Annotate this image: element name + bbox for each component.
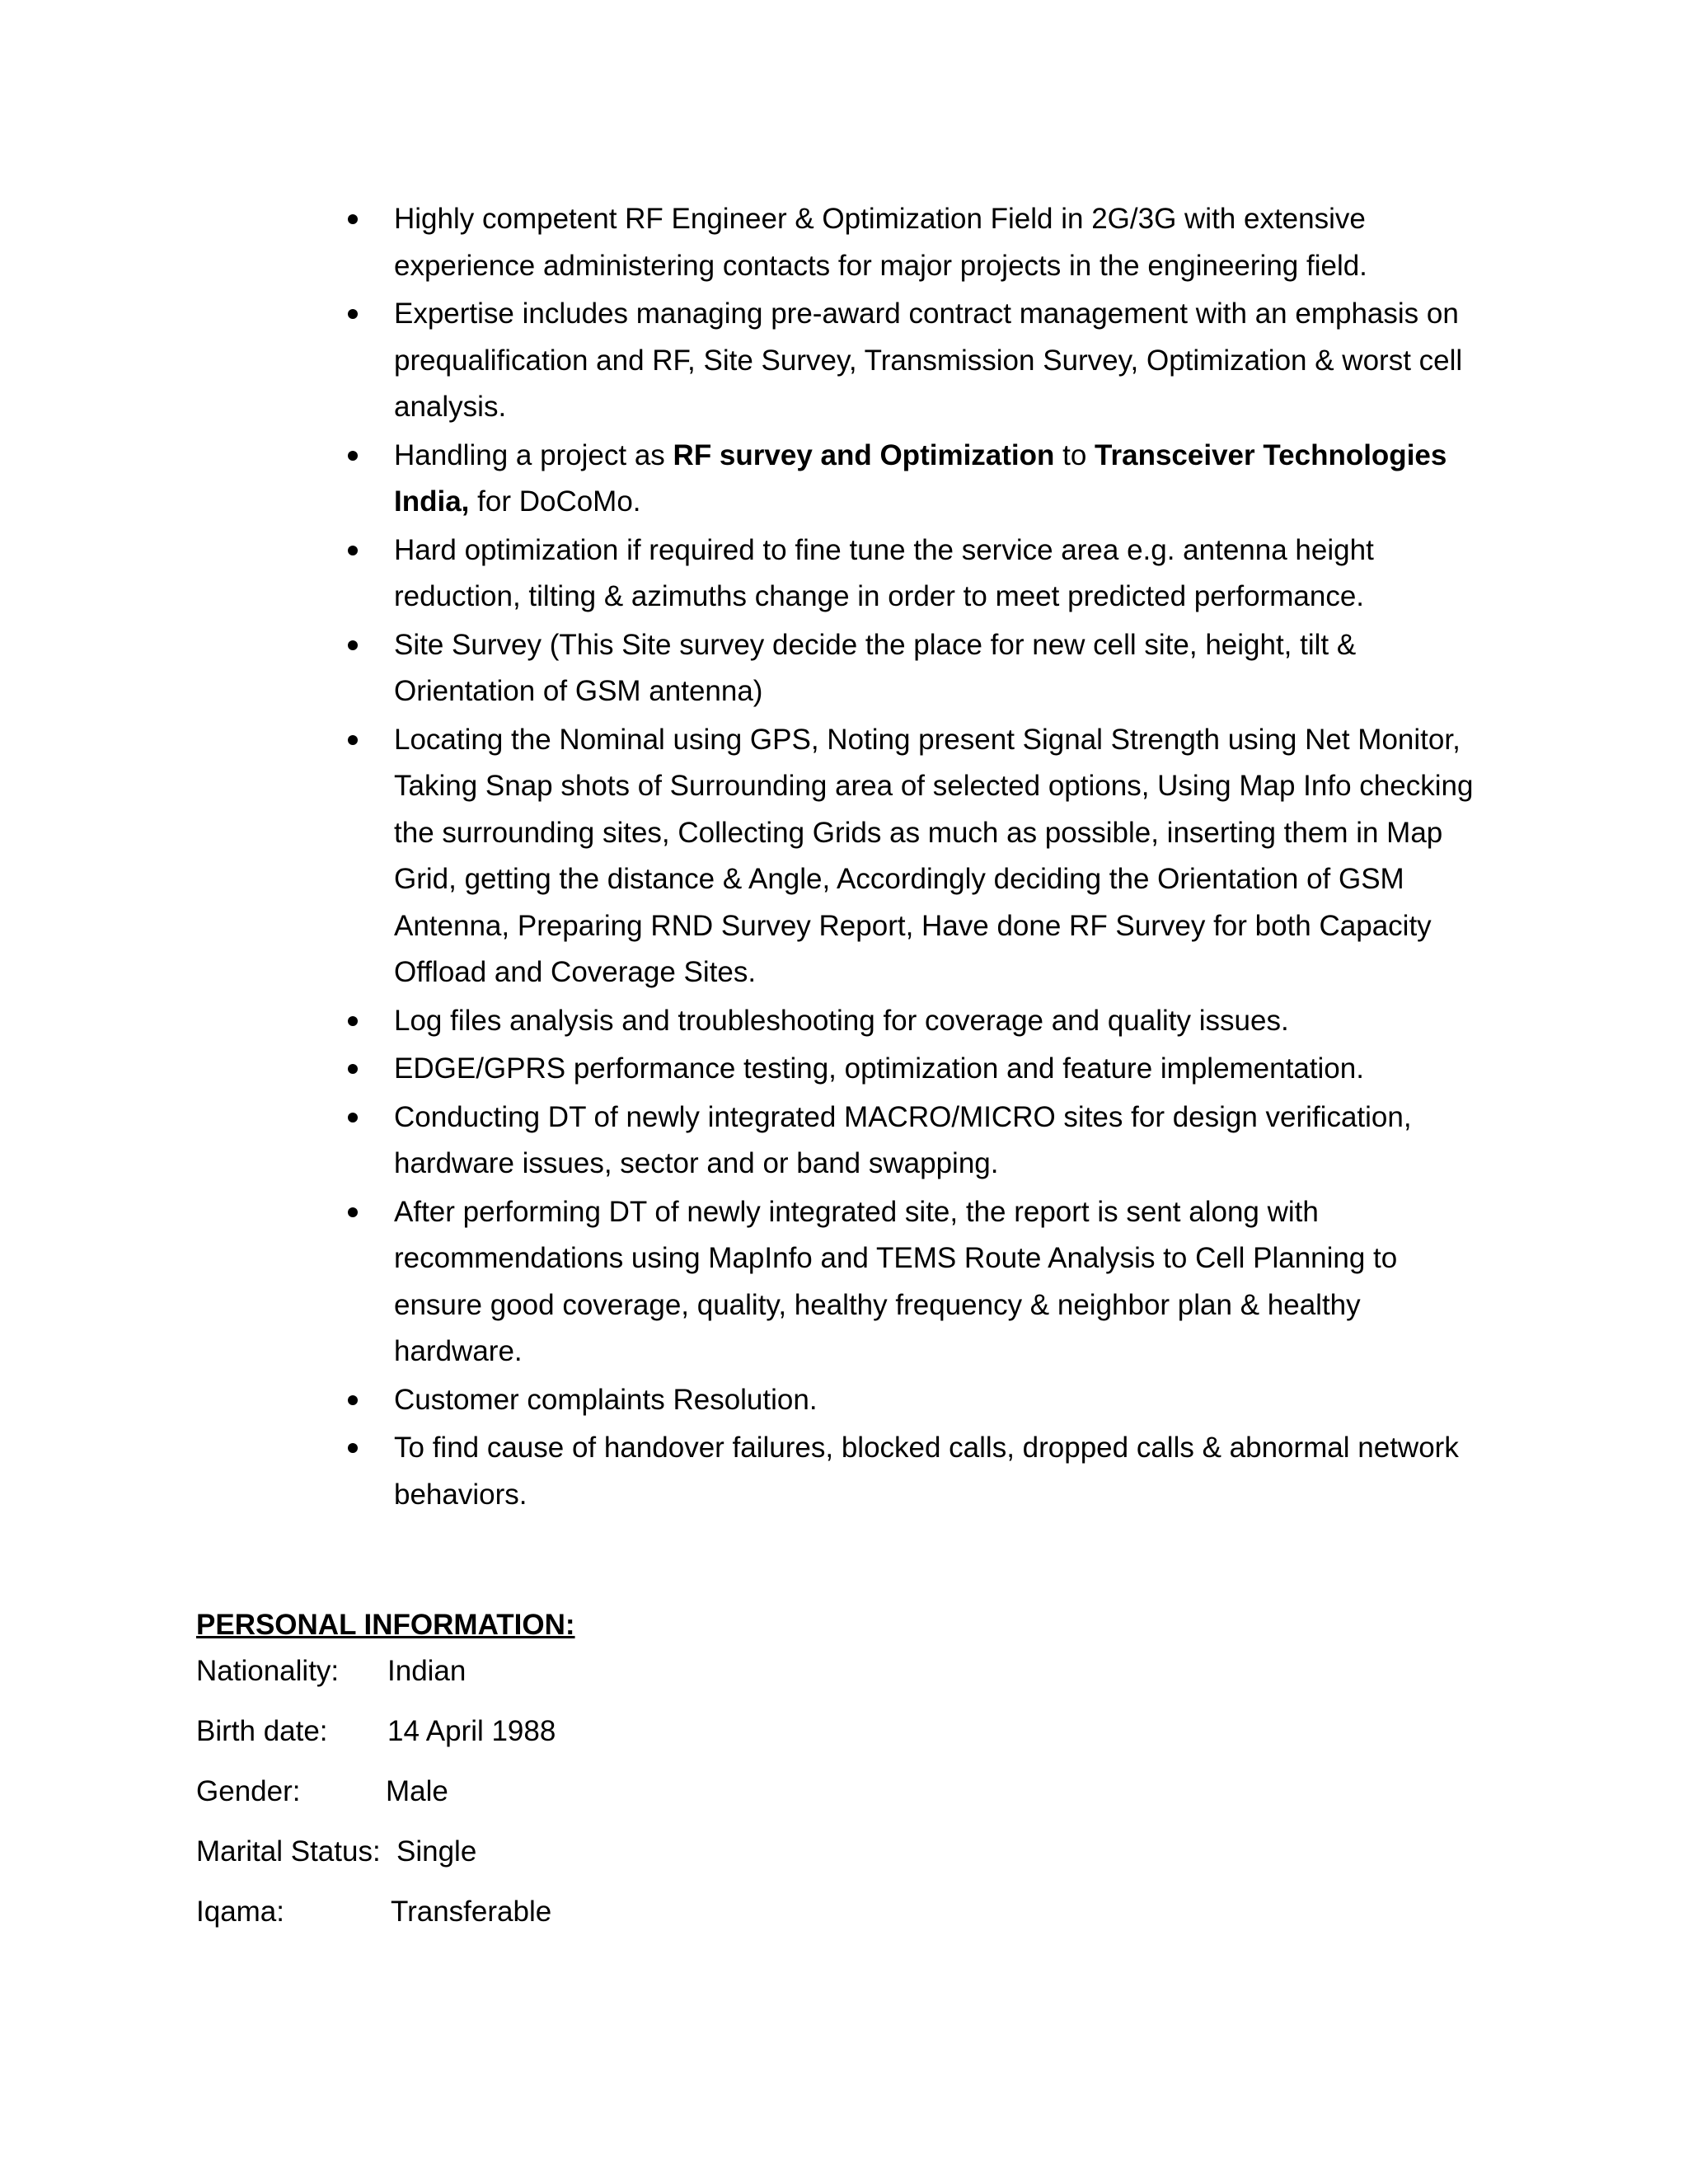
bullet-dot-icon: [348, 214, 358, 224]
gender-value: Male: [386, 1775, 448, 1807]
bullet-item: [340, 1425, 1477, 1518]
nationality-row: [196, 1650, 938, 1710]
iqama-value: Transferable: [391, 1896, 552, 1928]
bullet-text: EDGE/GPRS performance testing, optimization and feature implementation.: [394, 1052, 1364, 1085]
bullet-dot-icon: [348, 1113, 358, 1122]
iqama-label: Iqama:: [196, 1896, 284, 1928]
gender-row: [196, 1770, 938, 1830]
bullet-dot-icon: [348, 735, 358, 745]
marital-status-value: Single: [396, 1835, 477, 1868]
bullet-dot-icon: [348, 1016, 358, 1026]
bullet-item: [340, 1094, 1477, 1188]
bullet-item: [340, 196, 1477, 289]
marital-status-row: [196, 1830, 938, 1891]
bullet-item: [340, 998, 1477, 1045]
bullet-dot-icon: [348, 1207, 358, 1217]
bullet-text: Site Survey (This Site survey decide the place for new cell site, height, tilt & Orientation of GSM antenna): [394, 628, 1357, 707]
bullet-text: Conducting DT of newly integrated MACRO/MICRO sites for design verification, hardware issues, sector and or band swapping.: [394, 1100, 1412, 1179]
bullet-text: Customer complaints Resolution.: [394, 1383, 818, 1416]
personal-information-section: [196, 1604, 938, 1951]
bullet-text: To find cause of handover failures, blocked calls, dropped calls & abnormal network behaviors.: [394, 1432, 1459, 1511]
bullet-item: [340, 717, 1477, 996]
bullet-item: [340, 1377, 1477, 1424]
bullet-item: [340, 291, 1477, 431]
nationality-label: Nationality:: [196, 1655, 340, 1687]
nationality-value: Indian: [387, 1655, 467, 1687]
bullet-text-bold: Transceiver Technologies India,: [394, 438, 1447, 518]
bullet-text: to: [1054, 438, 1095, 471]
bullet-text-bold: RF survey and Optimization: [673, 438, 1055, 471]
marital-status-label: Marital Status:: [196, 1835, 381, 1868]
bullet-text: Expertise includes managing pre-award contract management with an emphasis on prequalification and RF, Site Survey, Transmission Survey, Optimization & worst cell analysis.: [394, 298, 1463, 423]
bullet-item: [340, 622, 1477, 715]
bullet-text: Highly competent RF Engineer & Optimization Field in 2G/3G with extensive experience administering contacts for major projects in the engineering field.: [394, 203, 1367, 282]
bullet-text: for DoCoMo.: [469, 485, 641, 518]
gender-label: Gender:: [196, 1775, 301, 1807]
bullet-dot-icon: [348, 451, 358, 461]
bullet-dot-icon: [348, 1395, 358, 1405]
birth-date-row: [196, 1710, 938, 1770]
bullet-item: [340, 433, 1477, 526]
bullet-text: Handling a project as: [394, 438, 673, 471]
bullet-item: [340, 527, 1477, 621]
bullet-text: Locating the Nominal using GPS, Noting present Signal Strength using Net Monitor, Taking Snap shots of Surrounding area of selected options, Using Map Info checking the surrounding sites, Collecting Grids as much as possible, inserting them in Map Grid, getting the distance & Angle, Accordingly deciding the Orientation of GSM Antenna, Preparing RND Survey Report, Have done RF Survey for both Capacity Offload and Coverage Sites.: [394, 723, 1474, 988]
bullet-text: Hard optimization if required to fine tune the service area e.g. antenna height reduction, tilting & azimuths change in order to meet predicted performance.: [394, 533, 1374, 612]
bullet-dot-icon: [348, 1443, 358, 1453]
iqama-row: [196, 1891, 938, 1951]
bullet-item: [340, 1046, 1477, 1093]
bullet-dot-icon: [348, 1064, 358, 1074]
section-heading-personal-information: PERSONAL INFORMATION:: [196, 1609, 575, 1641]
birth-date-value: 14 April 1988: [387, 1715, 556, 1747]
bullet-dot-icon: [348, 640, 358, 650]
experience-bullet-list: [340, 196, 1477, 1520]
birth-date-label: Birth date:: [196, 1715, 328, 1747]
bullet-dot-icon: [348, 309, 358, 319]
bullet-item: [340, 1189, 1477, 1376]
bullet-text: After performing DT of newly integrated site, the report is sent along with recommendations using MapInfo and TEMS Route Analysis to Cell Planning to ensure good coverage, quality, healthy frequency & neighbor plan & healthy hardware.: [394, 1195, 1398, 1367]
bullet-text: Log files analysis and troubleshooting for coverage and quality issues.: [394, 1004, 1289, 1037]
bullet-dot-icon: [348, 546, 358, 555]
